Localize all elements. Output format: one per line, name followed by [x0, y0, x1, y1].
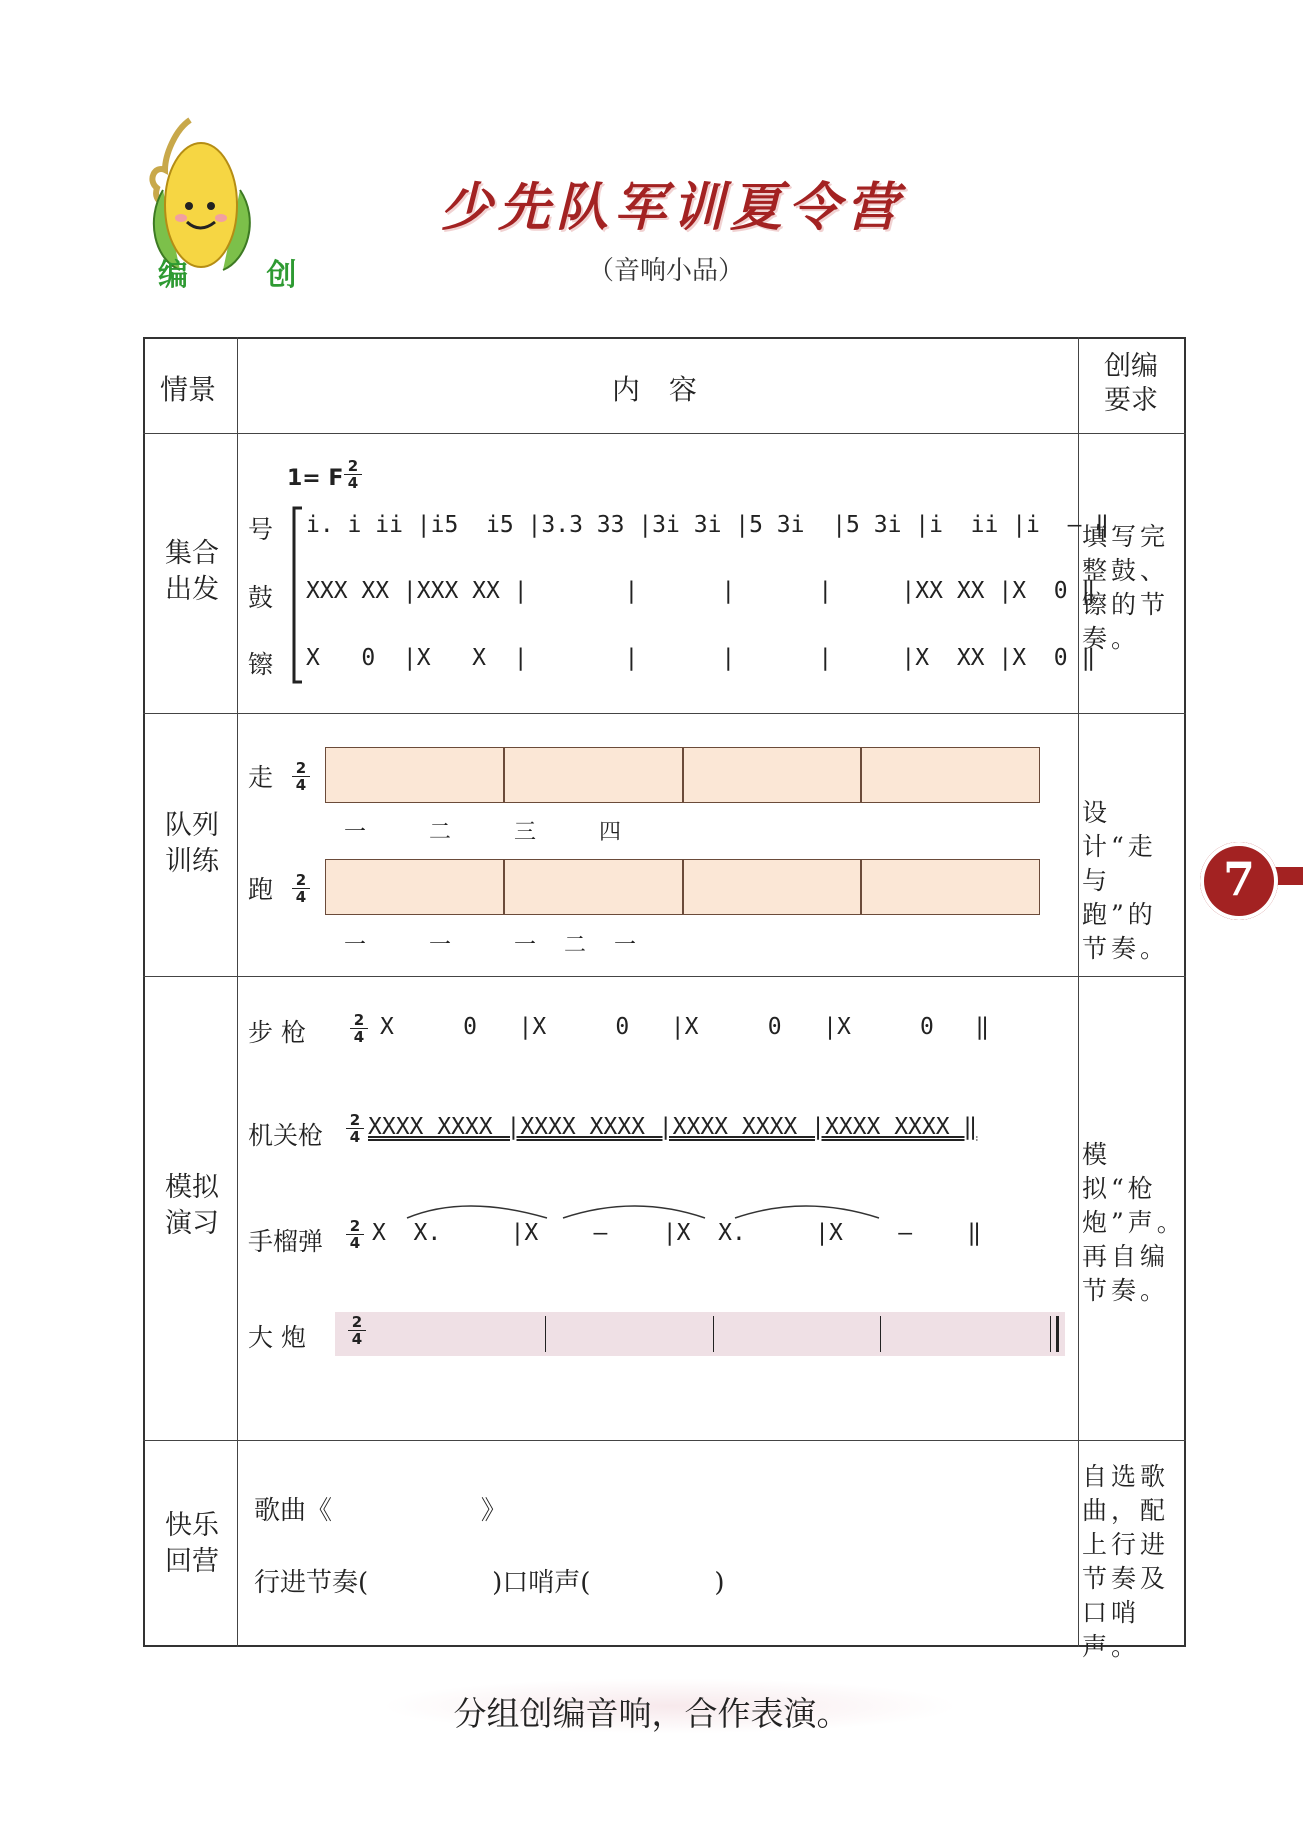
time-signature: 2 4 [346, 1112, 364, 1145]
cannon-blank-area[interactable] [335, 1312, 1065, 1356]
scene-drill: 队列训练 [165, 810, 219, 877]
rifle-notation: X 0 |X 0 |X 0 |X 0 ‖ [380, 1014, 990, 1040]
machine-gun-notation: XXXX XXXX |XXXX XXXX |XXXX XXXX |XXXX XXXX ‖ [368, 1114, 978, 1140]
walk-label: 走 [248, 763, 274, 792]
rifle-label: 步 枪 [248, 1018, 306, 1047]
beat-box[interactable] [504, 859, 683, 915]
header-content: 内 容 [612, 373, 707, 406]
mascot-label: 编 创 [158, 258, 331, 293]
drum-notation: XXX XX |XXX XX | | | | |XX XX |X 0 ‖ [306, 578, 1096, 604]
header-requirement: 创编要求 [1104, 351, 1158, 416]
walk-beat-boxes [325, 747, 1040, 803]
time-signature: 2 4 [350, 1012, 368, 1045]
requirement-return: 自选歌曲，配上行进节奏及口哨声。 [1082, 1462, 1170, 1661]
song-blank[interactable]: 歌曲《 》 [254, 1496, 507, 1526]
beat-box[interactable] [325, 859, 504, 915]
cymbal-notation: X 0 |X X | | | | |X XX |X 0 ‖ [306, 645, 1096, 671]
table-divider [237, 337, 238, 1647]
beat-box[interactable] [325, 747, 504, 803]
time-signature: 2 4 [346, 1218, 364, 1251]
run-beat-boxes [325, 859, 1040, 915]
march-whistle-blank[interactable]: 行进节奏( )口哨声( ) [254, 1568, 725, 1598]
footer-caption: 分组创编音响，合作表演。 [453, 1694, 850, 1733]
key-signature: 1= F [287, 466, 344, 491]
beat-box[interactable] [683, 859, 862, 915]
part-label-cymbal: 镲 [248, 650, 274, 679]
page-title: 少先队军训夏令营 [440, 177, 905, 238]
beat-box[interactable] [861, 859, 1040, 915]
run-label: 跑 [248, 875, 274, 904]
requirement-simulate: 模拟“枪炮”声。再自编节奏。 [1082, 1140, 1186, 1305]
time-signature: 2 4 [292, 760, 310, 793]
part-label-horn: 号 [248, 515, 274, 544]
time-signature: 2 4 [292, 872, 310, 905]
tie-arcs [405, 1198, 885, 1222]
beat-box[interactable] [683, 747, 862, 803]
table-divider [143, 976, 1186, 977]
scene-assemble: 集合出发 [165, 538, 219, 605]
scene-simulate: 模拟演习 [165, 1172, 219, 1239]
part-label-drum: 鼓 [248, 583, 274, 612]
grenade-label: 手榴弹 [248, 1227, 324, 1256]
beat-box[interactable] [861, 747, 1040, 803]
final-barline [1050, 1316, 1059, 1352]
table-divider [143, 713, 1186, 714]
walk-count: 一 二 三 四 [344, 820, 649, 845]
scene-return: 快乐回营 [165, 1510, 219, 1577]
run-count: 一 一 一二一 [344, 933, 664, 958]
requirement-assemble: 填写完整鼓、镲的节奏。 [1082, 522, 1170, 653]
table-divider [143, 1440, 1186, 1441]
page-number: 7 [1222, 852, 1255, 906]
cannon-label: 大 炮 [248, 1323, 306, 1352]
beat-box[interactable] [504, 747, 683, 803]
grenade-notation: X X. |X – |X X. |X – ‖ [372, 1220, 982, 1246]
barline [545, 1316, 546, 1352]
time-signature: 2 4 [348, 1314, 366, 1347]
horn-notation: i. i ii |i5 i5 |3.3 33 |3i 3i |5 3i |5 3i |i ii |i – ‖ [306, 512, 1110, 538]
page-subtitle: （音响小品） [588, 256, 745, 286]
barline [880, 1316, 881, 1352]
page-number-badge [1200, 842, 1278, 920]
table-divider [143, 433, 1186, 434]
header-scene: 情景 [160, 373, 217, 406]
barline [713, 1316, 714, 1352]
requirement-drill: 设计“走与跑”的节奏。 [1082, 798, 1170, 963]
machine-gun-label: 机关枪 [248, 1121, 324, 1150]
system-bracket [290, 506, 306, 684]
time-signature: 2 4 [344, 458, 362, 491]
